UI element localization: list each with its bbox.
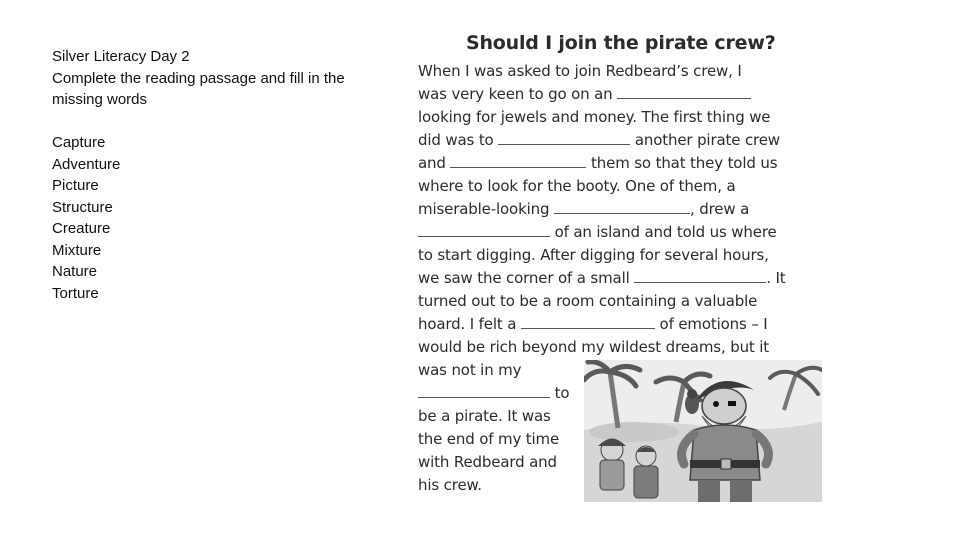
- passage-text: , drew a: [690, 200, 750, 218]
- passage-text: of emotions – I: [654, 315, 768, 333]
- passage-text: to start digging. After digging for several hours,: [418, 246, 769, 264]
- word-bank-item: Mixture: [52, 241, 102, 259]
- passage-text: another pirate crew: [630, 131, 780, 149]
- passage-line: [418, 267, 828, 290]
- passage-title: Should I join the pirate crew?: [466, 32, 776, 54]
- passage-text: with Redbeard and: [418, 453, 557, 471]
- passage-line: [418, 336, 828, 359]
- word-bank-item: Picture: [52, 177, 99, 194]
- instruction-title: Silver Literacy Day 2: [52, 48, 190, 65]
- passage-text: them so that they told us: [586, 154, 778, 172]
- passage-line: [418, 106, 828, 129]
- blank-3[interactable]: [450, 153, 586, 168]
- passage-line: [418, 221, 828, 244]
- word-bank-item: Adventure: [52, 155, 121, 173]
- passage-line: [418, 198, 828, 221]
- passage-text: turned out to be a room containing a valuable: [418, 292, 758, 310]
- passage-text: his crew.: [418, 476, 482, 494]
- blank-2[interactable]: [498, 130, 630, 145]
- passage-text: and: [418, 154, 446, 172]
- instruction-text: missing words: [52, 91, 148, 108]
- passage-text: . It: [766, 269, 786, 287]
- passage-line: [418, 83, 828, 106]
- passage-text: we saw the corner of a small: [418, 269, 630, 287]
- passage-text: where to look for the booty. One of them, a: [418, 177, 736, 195]
- word-bank-item: Capture: [52, 134, 106, 151]
- word-bank-item: Nature: [52, 263, 98, 280]
- passage-text: of an island and told us where: [550, 223, 777, 241]
- passage-text: be a pirate. It was: [418, 407, 551, 425]
- passage-text: When I was asked to join Redbeard’s crew, I: [418, 62, 742, 80]
- blank-5[interactable]: [418, 222, 550, 237]
- passage-text: did was to: [418, 131, 494, 149]
- spacer: [52, 111, 392, 133]
- passage-text: the end of my time: [418, 430, 560, 448]
- word-bank-item: Creature: [52, 220, 111, 237]
- passage-text: miserable-looking: [418, 200, 550, 218]
- pirate-scene-graphic: [584, 360, 822, 502]
- instructions-panel: [52, 46, 392, 304]
- blank-8[interactable]: [418, 383, 550, 398]
- passage-line: [418, 175, 828, 198]
- passage-line: [418, 290, 828, 313]
- blank-4[interactable]: [554, 199, 690, 214]
- passage-line: [418, 244, 828, 267]
- passage-text: hoard. I felt a: [418, 315, 517, 333]
- passage-line: [418, 152, 828, 175]
- passage-text: was not in my: [418, 361, 522, 379]
- passage-text: to: [550, 384, 570, 402]
- word-bank-item: Torture: [52, 284, 99, 302]
- passage-text: looking for jewels and money. The first thing we: [418, 108, 771, 126]
- passage-line: [418, 60, 828, 83]
- pirate-illustration: [584, 360, 822, 502]
- passage-text: would be rich beyond my wildest dreams, but it: [418, 338, 770, 356]
- passage-line: [418, 313, 828, 336]
- blank-1[interactable]: [617, 84, 751, 99]
- blank-6[interactable]: [634, 268, 766, 283]
- blank-7[interactable]: [521, 314, 655, 329]
- word-bank-item: Structure: [52, 198, 113, 216]
- instruction-text: Complete the reading passage and fill in the: [52, 69, 345, 87]
- passage-line: [418, 129, 828, 152]
- passage-text: was very keen to go on an: [418, 85, 613, 103]
